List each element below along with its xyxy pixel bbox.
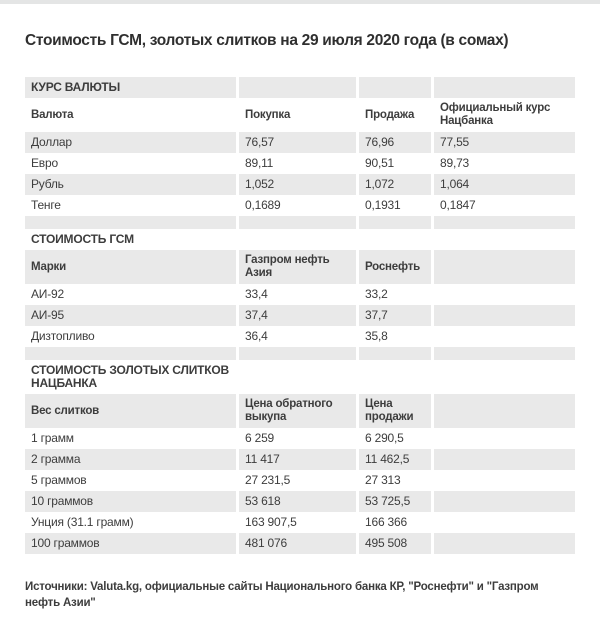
section-row — [25, 229, 575, 250]
column-header-cell: Цена обратного выкупа — [236, 394, 356, 428]
section-title-cell: СТОИМОСТЬ ЗОЛОТЫХ СЛИТКОВ НАЦБАНКА — [31, 363, 229, 390]
value-cell: 6 290,5 — [356, 428, 431, 449]
empty-cell — [236, 229, 356, 250]
value-cell: 35,8 — [356, 326, 431, 347]
column-header-cell: Продажа — [356, 98, 431, 132]
column-header-cell — [431, 250, 575, 284]
empty-cell — [236, 77, 356, 98]
empty-cell — [236, 216, 356, 229]
value-cell: 0,1847 — [431, 195, 575, 216]
value-cell: 37,4 — [236, 305, 356, 326]
empty-cell — [431, 229, 575, 250]
value-cell: 495 508 — [356, 533, 431, 554]
column-header-cell: Покупка — [236, 98, 356, 132]
data-row — [25, 512, 575, 533]
data-row — [25, 132, 575, 153]
value-cell: 33,4 — [236, 284, 356, 305]
value-cell — [431, 326, 575, 347]
section-title-cell: СТОИМОСТЬ ГСМ — [31, 232, 134, 246]
price-table-body — [25, 77, 575, 554]
column-header-cell: Цена продажи — [356, 394, 431, 428]
empty-cell — [356, 216, 431, 229]
value-cell — [431, 428, 575, 449]
empty-cell — [431, 216, 575, 229]
value-cell — [431, 284, 575, 305]
column-header-row — [25, 394, 575, 428]
value-cell: 481 076 — [236, 533, 356, 554]
row-label-cell: Доллар — [25, 132, 236, 153]
value-cell: 53 618 — [236, 491, 356, 512]
data-row — [25, 491, 575, 512]
row-label-cell: 1 грамм — [31, 431, 74, 445]
column-header-cell: Валюта — [31, 108, 74, 121]
column-header-row — [25, 98, 575, 132]
value-cell: 90,51 — [356, 153, 431, 174]
row-label-cell: 5 граммов — [31, 473, 87, 487]
empty-cell — [25, 216, 236, 229]
value-cell: 11 417 — [236, 449, 356, 470]
column-header-row — [25, 250, 575, 284]
value-cell — [431, 533, 575, 554]
data-row — [25, 153, 575, 174]
row-label-cell: 2 грамма — [25, 449, 236, 470]
row-label-cell: 100 граммов — [25, 533, 236, 554]
value-cell: 0,1689 — [236, 195, 356, 216]
empty-cell — [25, 347, 236, 360]
value-cell — [431, 449, 575, 470]
empty-cell — [431, 77, 575, 98]
separator-row — [25, 216, 575, 229]
data-row — [25, 428, 575, 449]
column-header-cell: Вес слитков — [25, 394, 236, 428]
row-label-cell: Евро — [31, 156, 58, 170]
data-row — [25, 284, 575, 305]
value-cell: 0,1931 — [356, 195, 431, 216]
column-header-cell: Газпром нефть Азия — [236, 250, 356, 284]
value-cell: 89,11 — [236, 153, 356, 174]
data-row — [25, 533, 575, 554]
value-cell — [431, 305, 575, 326]
value-cell: 89,73 — [431, 153, 575, 174]
value-cell: 33,2 — [356, 284, 431, 305]
value-cell: 1,072 — [356, 174, 431, 195]
data-row — [25, 449, 575, 470]
empty-cell — [431, 347, 575, 360]
data-row — [25, 470, 575, 491]
column-header-cell: Официальный курс Нацбанка — [431, 98, 575, 132]
value-cell: 166 366 — [356, 512, 431, 533]
page-title: Стоимость ГСМ, золотых слитков на 29 июля 2020 года (в сомах) — [25, 32, 509, 49]
value-cell — [431, 512, 575, 533]
price-table — [25, 77, 575, 554]
value-cell: 27 231,5 — [236, 470, 356, 491]
data-row — [25, 326, 575, 347]
sources-footer: Источники: Valuta.kg, официальные сайты Национального банка КР, "Роснефти" и "Газпром нефть Азии" — [25, 581, 539, 609]
column-header-cell: Марки — [25, 250, 236, 284]
value-cell — [431, 470, 575, 491]
empty-cell — [431, 360, 575, 394]
empty-cell — [236, 360, 356, 394]
empty-cell — [236, 347, 356, 360]
row-label-cell: Рубль — [25, 174, 236, 195]
value-cell: 163 907,5 — [236, 512, 356, 533]
value-cell: 36,4 — [236, 326, 356, 347]
value-cell: 37,7 — [356, 305, 431, 326]
row-label-cell: Тенге — [31, 198, 61, 212]
column-header-cell — [431, 394, 575, 428]
section-title-cell: КУРС ВАЛЮТЫ — [25, 77, 236, 98]
value-cell: 77,55 — [431, 132, 575, 153]
empty-cell — [356, 229, 431, 250]
value-cell: 6 259 — [236, 428, 356, 449]
row-label-cell: АИ-92 — [31, 287, 64, 301]
row-label-cell: Унция (31.1 грамм) — [31, 515, 134, 529]
column-header-cell: Роснефть — [356, 250, 431, 284]
value-cell: 27 313 — [356, 470, 431, 491]
value-cell: 53 725,5 — [356, 491, 431, 512]
row-label-cell: 10 граммов — [25, 491, 236, 512]
separator-row — [25, 347, 575, 360]
value-cell: 1,052 — [236, 174, 356, 195]
row-label-cell: АИ-95 — [25, 305, 236, 326]
empty-cell — [356, 77, 431, 98]
section-row — [25, 360, 575, 394]
value-cell: 1,064 — [431, 174, 575, 195]
value-cell: 76,57 — [236, 132, 356, 153]
data-row — [25, 195, 575, 216]
data-row — [25, 174, 575, 195]
section-row — [25, 77, 575, 98]
data-row — [25, 305, 575, 326]
empty-cell — [356, 360, 431, 394]
row-label-cell: Дизтопливо — [31, 329, 95, 343]
value-cell — [431, 491, 575, 512]
empty-cell — [356, 347, 431, 360]
value-cell: 76,96 — [356, 132, 431, 153]
top-edge-strip — [0, 0, 600, 4]
value-cell: 11 462,5 — [356, 449, 431, 470]
